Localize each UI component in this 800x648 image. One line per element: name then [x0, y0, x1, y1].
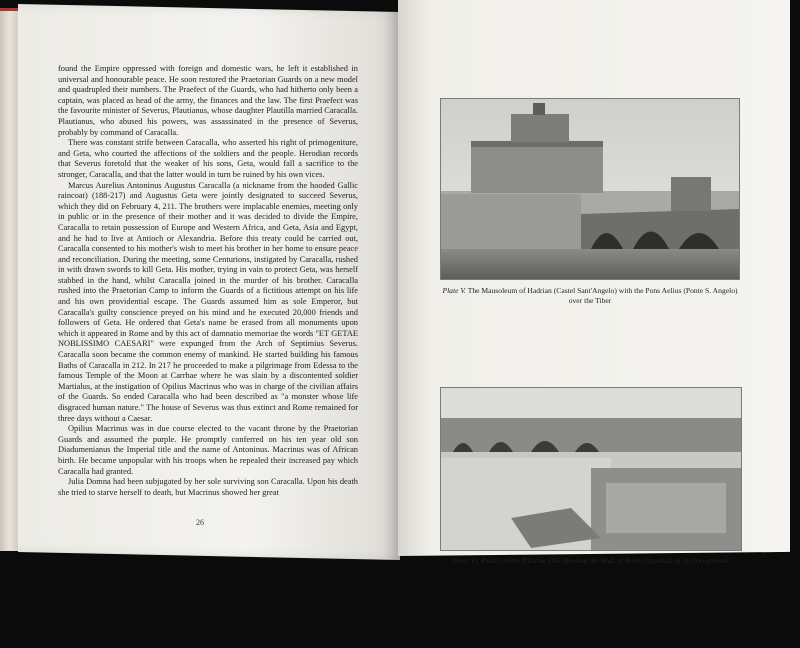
plate-v-label: Plate V. [442, 286, 466, 295]
palatine-ruins-illustration [441, 388, 741, 550]
plate-vi-photo [440, 387, 742, 551]
plate-vi-label: Plate VI. [452, 556, 480, 565]
castel-sant-angelo-illustration [441, 99, 739, 279]
plate-vi-caption [440, 556, 740, 566]
plate-v-photo [440, 98, 740, 280]
left-page-text [58, 64, 358, 498]
page-number: 26 [196, 518, 204, 527]
plate-vi-text: Ruins on the Palatine Hill showing the Wall of Roma Quadrata in the foreground [481, 556, 728, 565]
paragraph: Julia Domna had been subjugated by her sole surviving son Caracalla. Upon his death she tried to starve herself to death, but Macrinus showed her great [58, 477, 358, 497]
paragraph: Opilius Macrinus was in due course elected to the vacant throne by the Praetorian Guards and assumed the purple. He promptly conferred on his ten year old son Diadumenianus the Imperial title and the name of Antoninus. Macrinus was of African birth. He became unpopular with his troops when he repealed their increased pay which Caracalla had granted. [58, 424, 358, 476]
paragraph: found the Empire oppressed with foreign and domestic wars, he left it established in universal and honourable peace. He soon restored the Praetorian Guards on a new model and quadrupled their numbers. The Praefect of the Guards, who had hitherto only been a captain, was placed as head of the army, the finances and the law. The first Praefect was the favourite minister of Severus, Plautianus, whose daughter Plautilla married Caracalla. Plautianus, who abused his powers, was assassinated in the presence of Severus, probably by command of Caracalla. [58, 64, 358, 137]
plate-v-caption [440, 286, 740, 306]
plate-v-text: The Mausoleum of Hadrian (Castel Sant'Angelo) with the Pons Aelius (Ponte S. Angelo) over the Tiber [467, 286, 738, 305]
paragraph: There was constant strife between Caracalla, who asserted his right of primogeniture, and Geta, who courted the affections of the soldiers and the people. Herodian records that Severus foretold that the weaker of his sons, Geta, would fall a sacrifice to the stronger, Caracalla, and that the latter would in turn be ruined by his own vices. [58, 138, 358, 179]
paragraph: Marcus Aurelius Antoninus Augustus Caracalla (a nickname from the hooded Gallic raincoat) (188-217) and Augustus Geta were jointly designated to succeed Severus, which they did on February 4, 211. The brothers were implacable enemies, meeting only in public or in the presence of their mother and it was decided to divide the Empire, Caracalla to retain possession of Europe and Western Africa, and Geta, Asia and Egypt, and he had to live at Antioch or Alexandria. Before this treaty could be carried out, Caracalla consented to his mother's wish to meet his brother in her home to ensure peace and reconciliation. During the meeting, some Centurions, instigated by Caracalla, rushed in with drawn swords to kill Geta. His mother, trying in vain to protect Geta, was herself stabbed in the hand, whilst Caracalla joined in the murder of his brother. Caracalla rushed into the Praetorian Camp to inform the Guards of a fictitious attempt on his life and his own providential escape. The Guards assumed him as sole Emperor, but Caracalla's guilty conscience preyed on his mind and he executed 20,000 friends and followers of Geta. He ordered that Geta's name be erased from all monuments upon which it appeared in Rome and by this act of damnatio memoriae the words "ET GETAE NOBLISSIMO CAESARI" were expunged from the Arch of Septimius Severus. Caracalla soon became the common enemy of mankind. He started building his famous Baths of Caracalla in 212. In 217 he proceeded to make a pilgrimage from Edessa to the famous Temple of the Moon at Carrhae where he was slain by a discontented soldier Martialus, at the instigation of Opilius Macrinus who was in charge of the civilian affairs of the Guards. So ended Caracalla who had been described as "a monster whose life disgraced human nature." The house of Severus was thus extinct and Rome remained for three days without a Caesar. [58, 180, 358, 423]
